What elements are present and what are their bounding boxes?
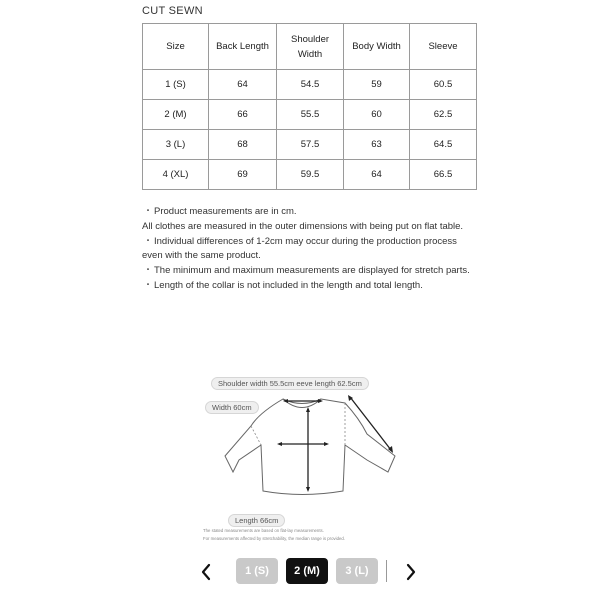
next-button[interactable] — [403, 560, 419, 584]
note-item — [142, 220, 472, 235]
cell-body-width: 59 — [344, 70, 410, 100]
tab-size-l[interactable]: 3 (L) — [336, 558, 378, 584]
shoulder-sleeve-label: Shoulder width 55.5cm eeve length 62.5cm — [211, 377, 369, 390]
prev-button[interactable] — [198, 560, 214, 584]
cell-shoulder-width: 59.5 — [277, 160, 344, 190]
length-label: Length 66cm — [228, 514, 285, 527]
note-item — [142, 205, 472, 220]
measurement-diagram — [195, 368, 405, 548]
note-text: The minimum and maximum measurements are displayed for stretch parts. — [154, 265, 470, 277]
note-text: Length of the collar is not included in the length and total length. — [154, 279, 423, 291]
pager-divider — [386, 560, 387, 582]
diagram-footnote: The stated measurements are based on flat-lay measurements. — [203, 528, 324, 533]
cell-body-width: 64 — [344, 160, 410, 190]
section-title: CUT SEWN — [142, 5, 203, 17]
bullet: ・ — [143, 279, 153, 291]
cell-size: 2 (M) — [143, 100, 209, 130]
note-item — [142, 235, 472, 265]
note-item — [142, 264, 472, 279]
chevron-right-icon — [403, 560, 419, 584]
header-back-length: Back Length — [209, 24, 277, 70]
size-table — [142, 23, 477, 190]
header-shoulder-width — [277, 24, 344, 70]
cell-body-width: 60 — [344, 100, 410, 130]
table-header-row — [143, 24, 477, 70]
cell-back-length: 66 — [209, 100, 277, 130]
cell-shoulder-width: 57.5 — [277, 130, 344, 160]
header-sleeve: Sleeve — [410, 24, 477, 70]
cell-sleeve: 64.5 — [410, 130, 477, 160]
cell-back-length: 68 — [209, 130, 277, 160]
note-text: Individual differences of 1-2cm may occur during the production process even with the same product. — [142, 235, 457, 262]
header-shoulder-width-label: Shoulder Width — [290, 33, 330, 60]
tab-size-m[interactable]: 2 (M) — [286, 558, 328, 584]
cell-size: 1 (S) — [143, 70, 209, 100]
chevron-left-icon — [198, 560, 214, 584]
note-text: Product measurements are in cm. — [154, 206, 297, 217]
cell-sleeve: 60.5 — [410, 70, 477, 100]
cell-size: 4 (XL) — [143, 160, 209, 190]
cell-size: 3 (L) — [143, 130, 209, 160]
table-row — [143, 100, 477, 130]
cell-shoulder-width: 54.5 — [277, 70, 344, 100]
measurement-notes — [142, 205, 472, 294]
cell-back-length: 64 — [209, 70, 277, 100]
table-row — [143, 160, 477, 190]
cell-shoulder-width: 55.5 — [277, 100, 344, 130]
size-pager — [195, 557, 425, 587]
garment-drawing — [195, 368, 405, 548]
tab-size-s[interactable]: 1 (S) — [236, 558, 278, 584]
bullet: ・ — [143, 235, 153, 247]
table-row — [143, 70, 477, 100]
cell-body-width: 63 — [344, 130, 410, 160]
note-text: All clothes are measured in the outer dimensions with being put on flat table. — [142, 220, 464, 232]
table-row — [143, 130, 477, 160]
diagram-footnote: For measurements affected by stretchability, the median range is provided. — [203, 536, 345, 541]
bullet: ・ — [143, 265, 153, 277]
width-label: Width 60cm — [205, 401, 259, 414]
header-body-width: Body Width — [344, 24, 410, 70]
cell-sleeve: 62.5 — [410, 100, 477, 130]
cell-sleeve: 66.5 — [410, 160, 477, 190]
header-size: Size — [143, 24, 209, 70]
note-item — [142, 279, 472, 294]
bullet: ・ — [143, 206, 153, 217]
cell-back-length: 69 — [209, 160, 277, 190]
